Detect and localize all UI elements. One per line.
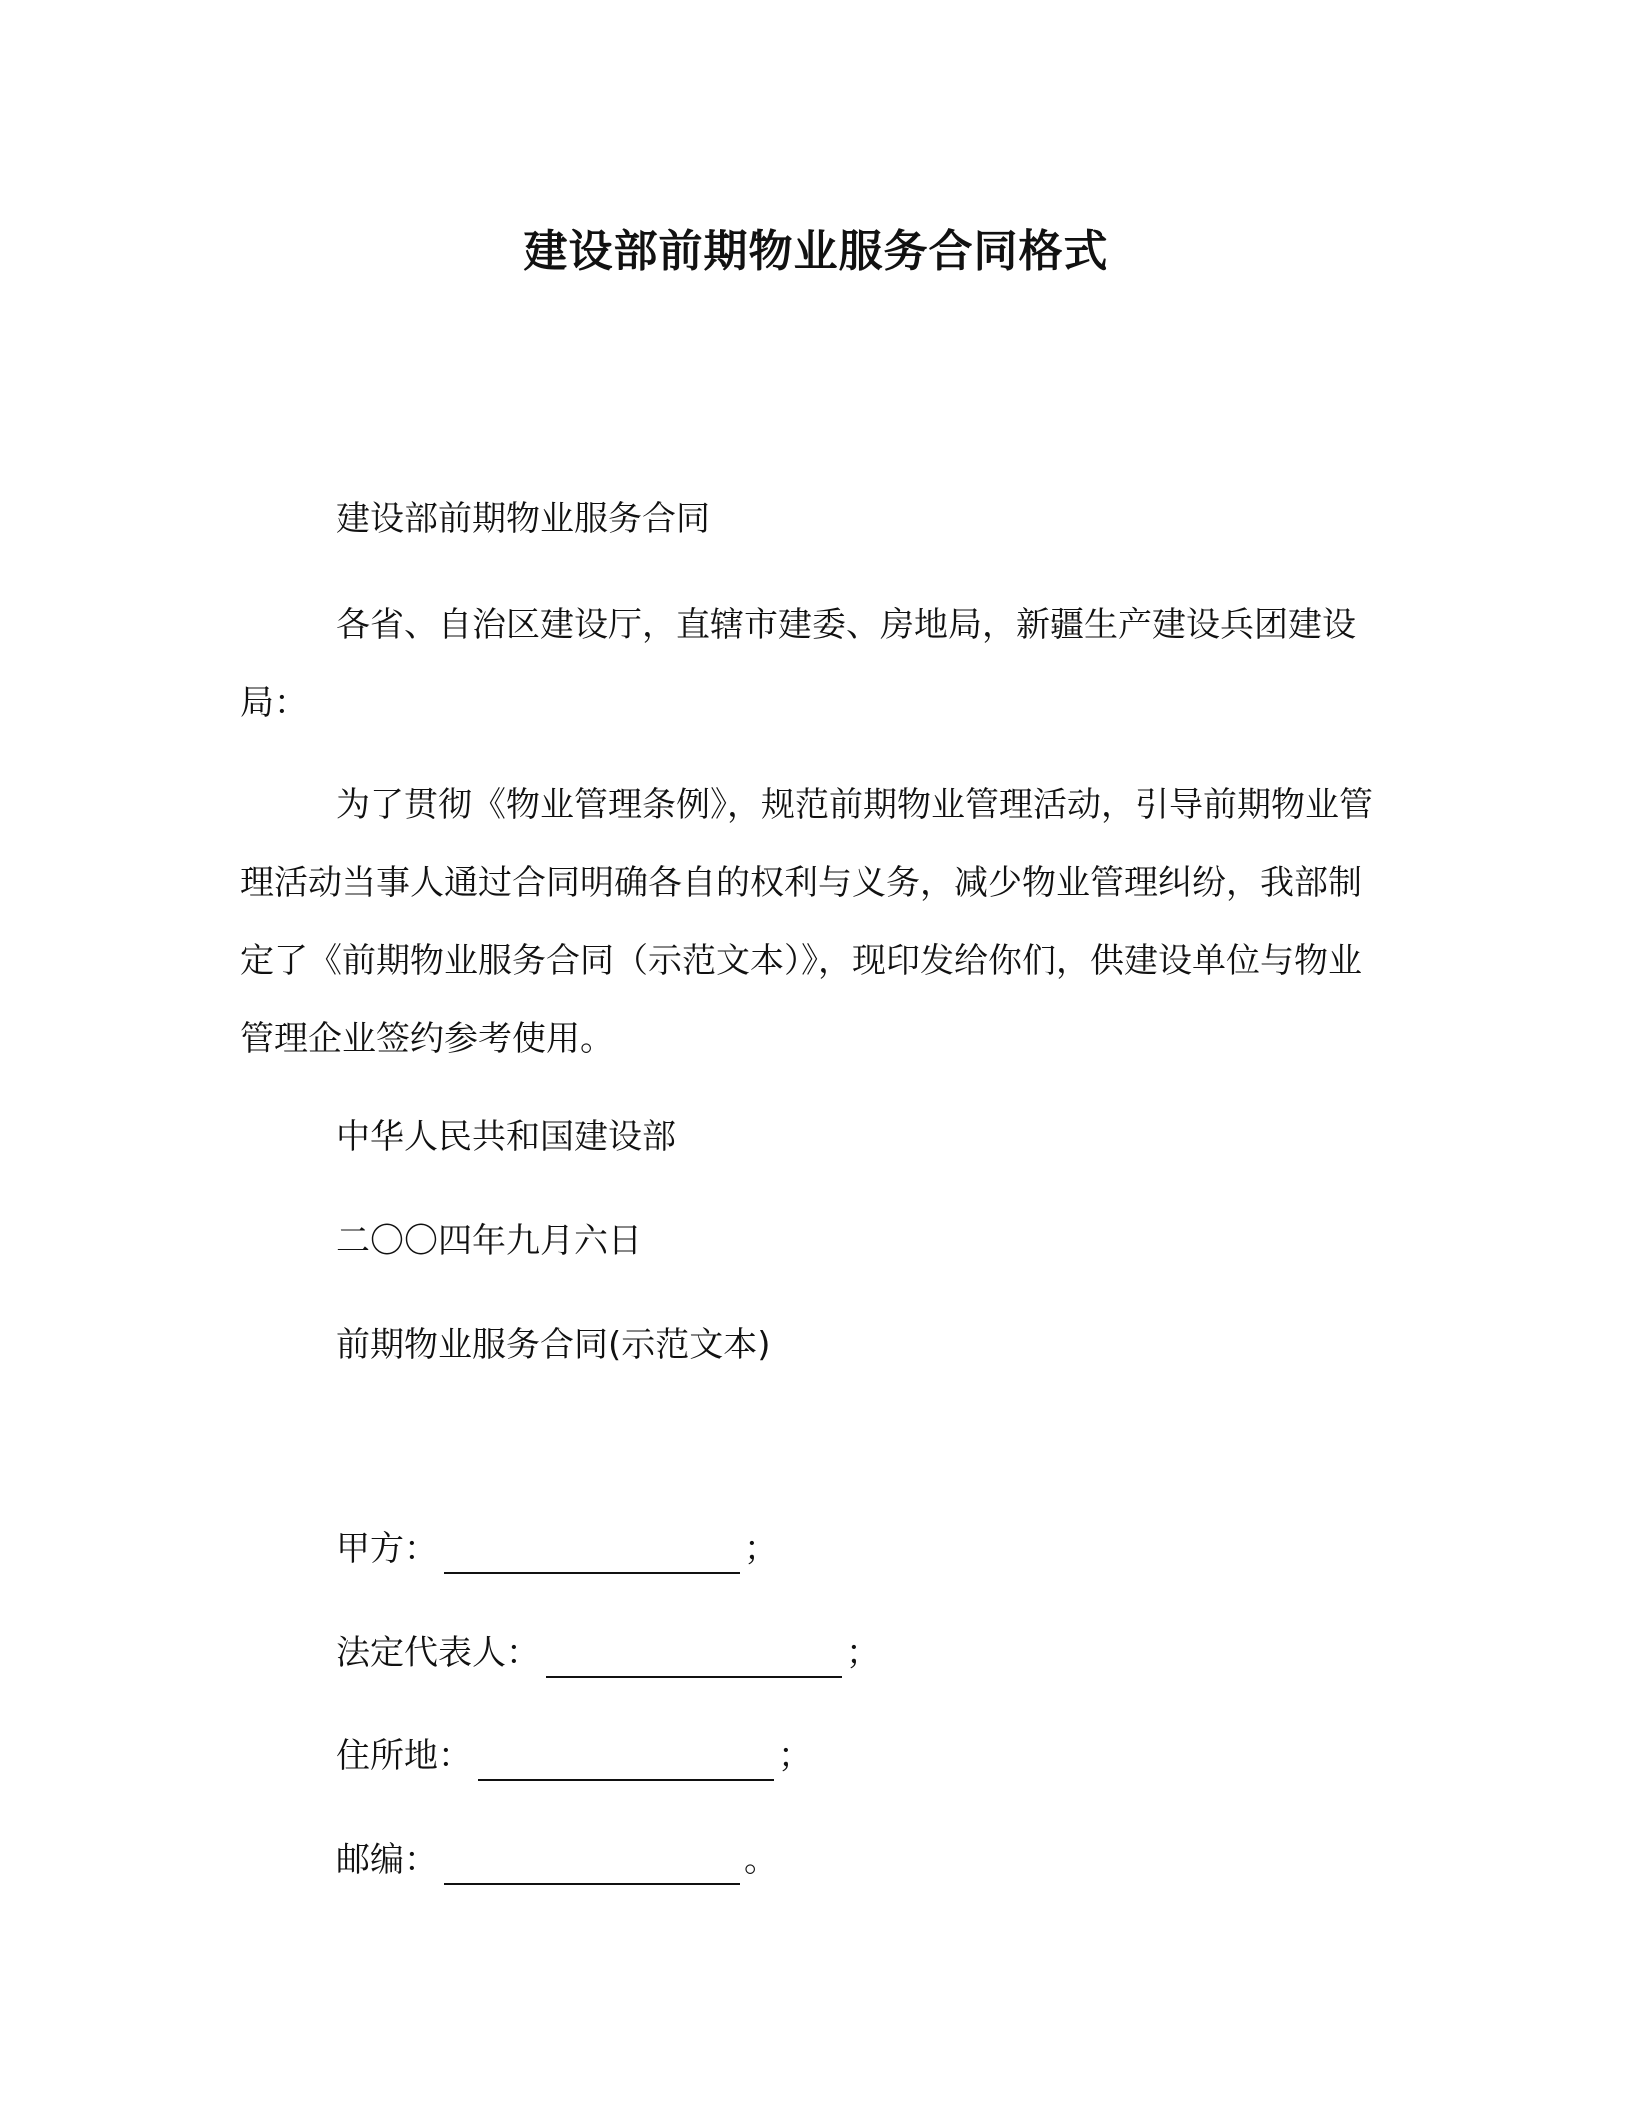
issuer-line: 中华人民共和国建设部 (336, 1117, 676, 1157)
legal-rep-label: 法定代表人： (336, 1633, 540, 1673)
body-paragraph: 为了贯彻《物业管理条例》，规范前期物业管理活动，引导前期物业管理活动当事人通过合同明确各自的权利与义务，减少物业管理纠纷，我部制定了《前期物业服务合同（示范文本）》，现印发给你们，供建设单位与物业管理企业签约参考使用。 (240, 785, 1373, 1059)
legal-rep-field (336, 1628, 880, 1678)
address-blank (478, 1747, 774, 1781)
address-label: 住所地： (336, 1736, 472, 1776)
legal-rep-blank (546, 1644, 842, 1678)
postcode-field (336, 1835, 778, 1885)
postcode-label: 邮编： (336, 1840, 438, 1880)
party-a-blank (444, 1540, 740, 1574)
postcode-end: 。 (744, 1840, 778, 1880)
date-line: 二〇〇四年九月六日 (336, 1221, 642, 1261)
notice-heading: 建设部前期物业服务合同 (336, 499, 710, 539)
party-a-label: 甲方： (336, 1529, 438, 1569)
address-end: ； (778, 1736, 812, 1776)
document-title: 建设部前期物业服务合同格式 (523, 226, 1109, 277)
addressee-paragraph: 各省、自治区建设厅，直辖市建委、房地局，新疆生产建设兵团建设局： (240, 605, 1356, 723)
contract-title: 前期物业服务合同(示范文本) (336, 1325, 771, 1365)
party-a-field (336, 1524, 778, 1574)
postcode-blank (444, 1851, 740, 1885)
legal-rep-end: ； (846, 1633, 880, 1673)
address-field (336, 1731, 812, 1781)
party-a-end: ； (744, 1529, 778, 1569)
